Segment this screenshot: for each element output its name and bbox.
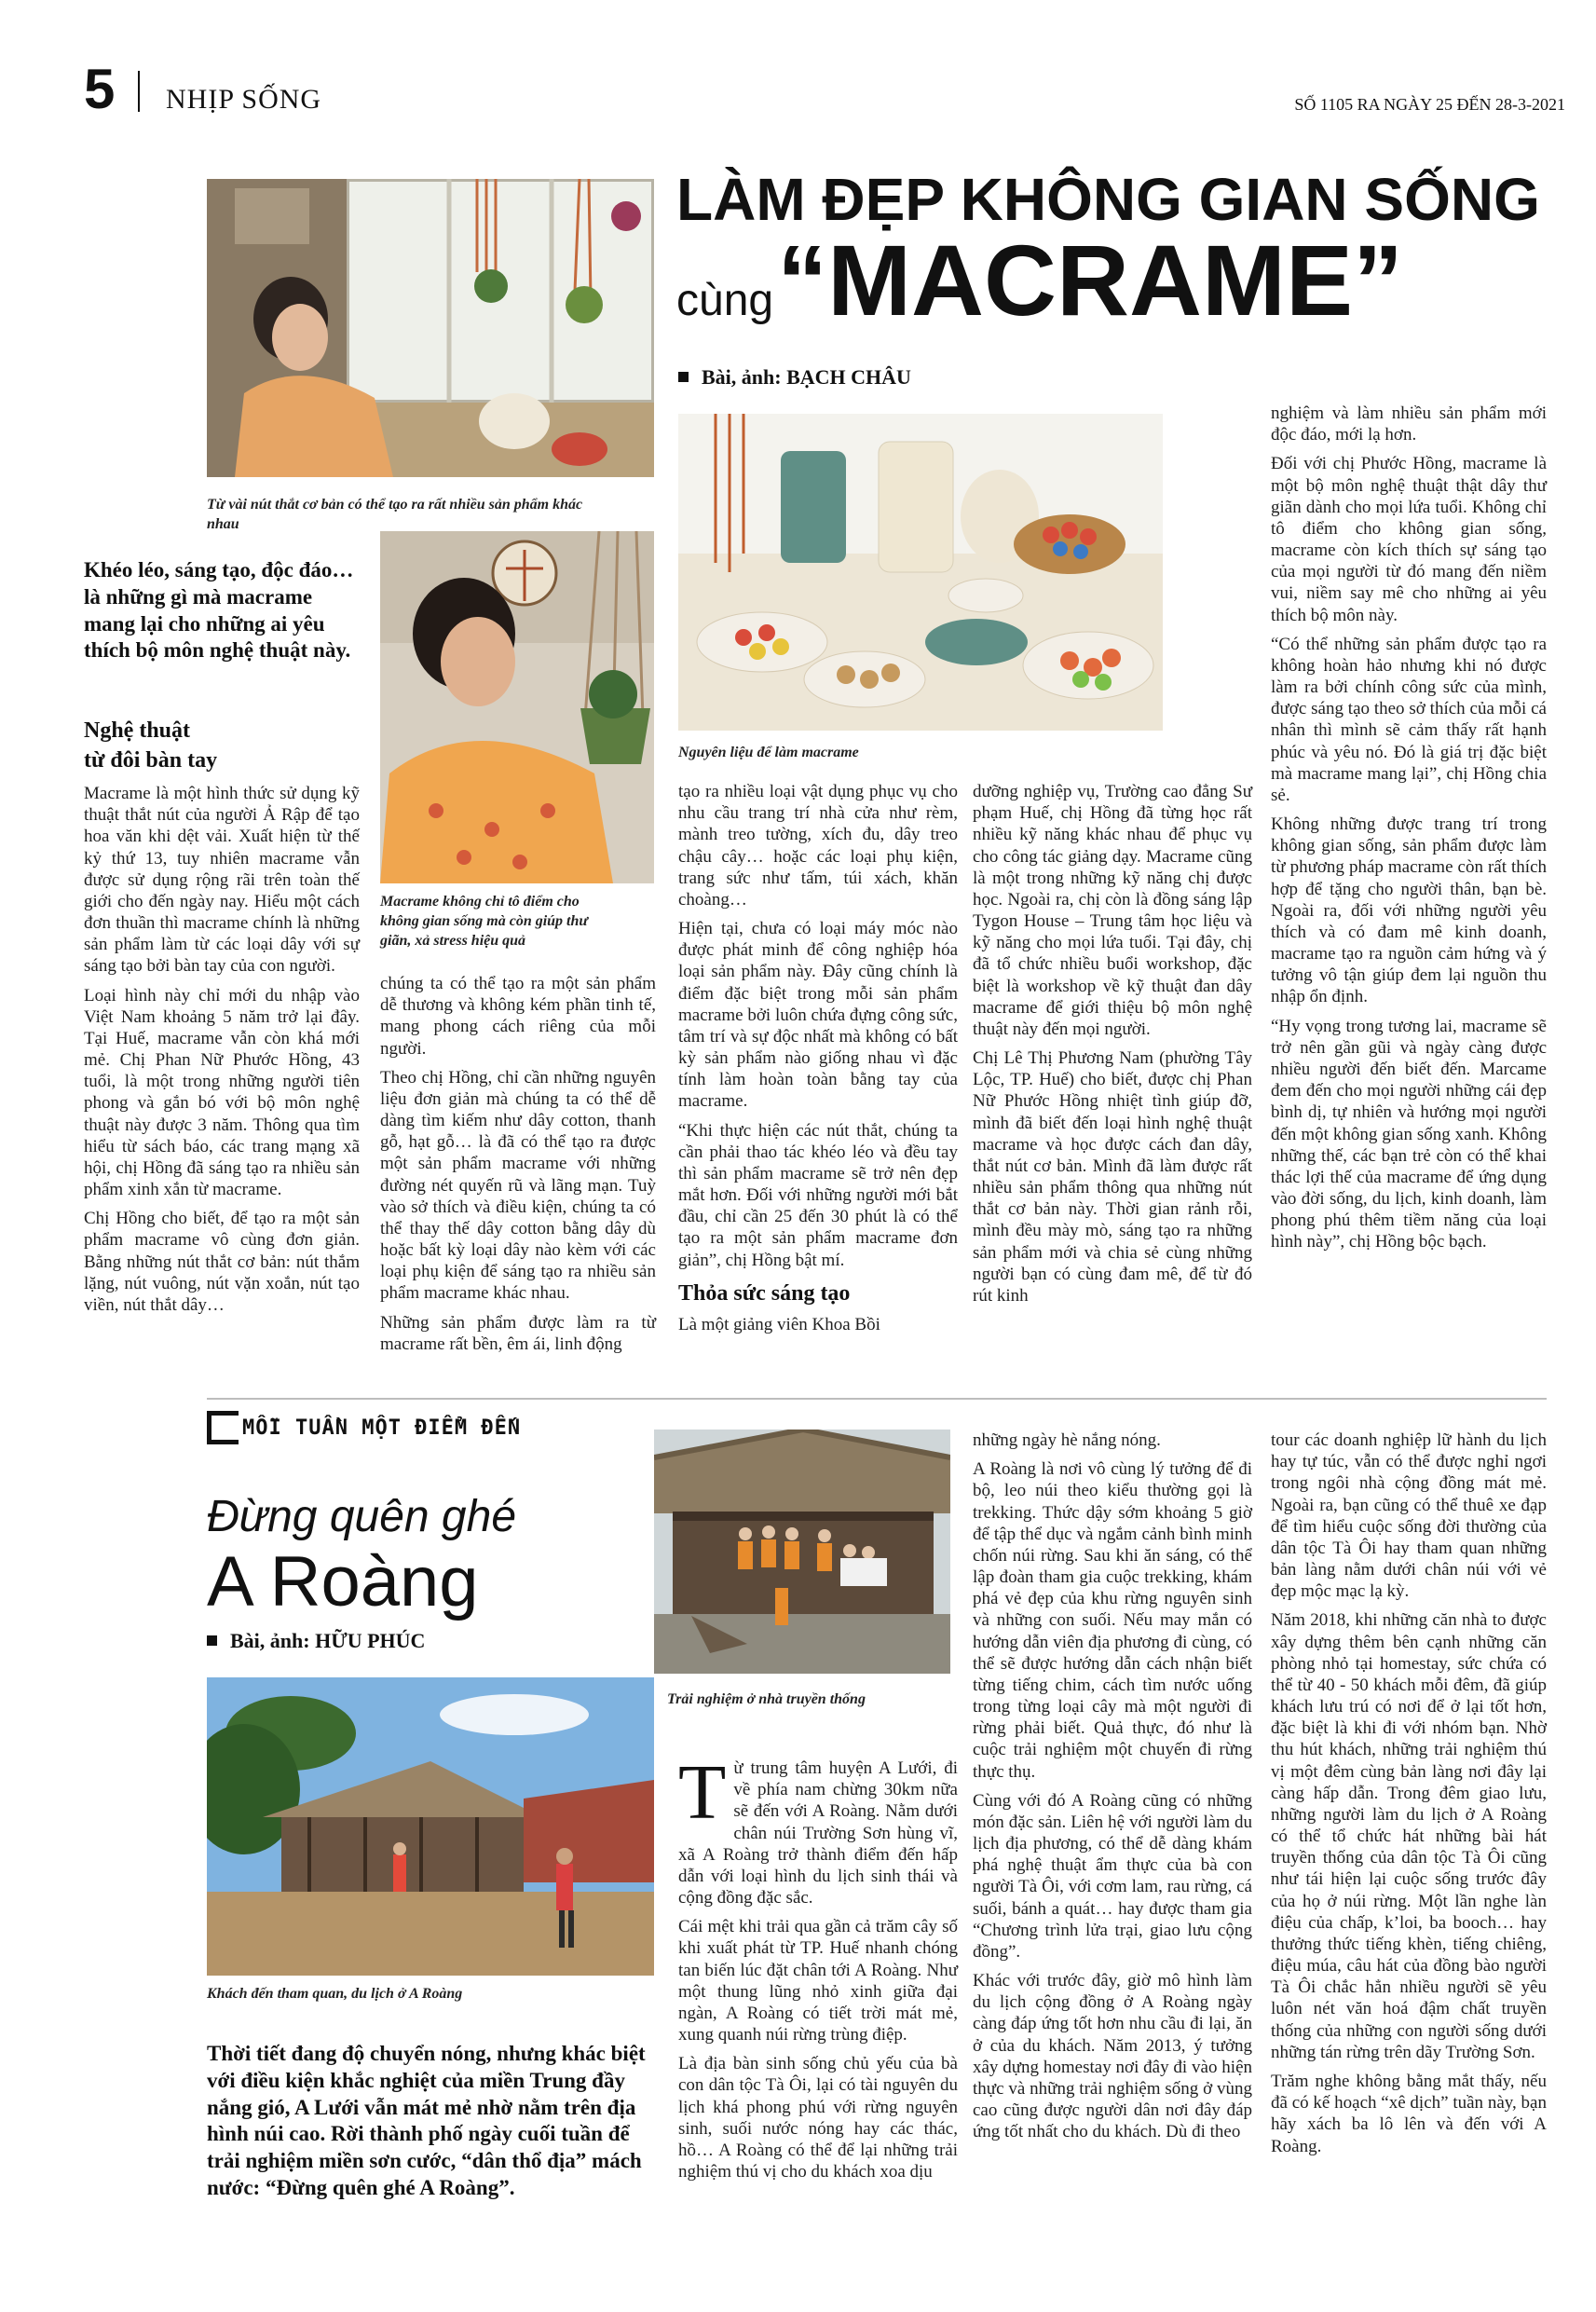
caption-photo-1: Từ vài nút thắt cơ bản có thể tạo ra rất nhiều sản phẩm khác nhau [207, 497, 583, 532]
article2-lead: Thời tiết đang độ chuyển nóng, nhưng khác biệt với điều kiện khắc nghiệt của miền Trung đầy nắng gió, A Lưới vẫn mát mẻ nhờ nằm trên địa hình núi cao. Rời thành phố ngày cuối tuần để trải nghiệm miền sơn cước, “dân thổ địa” mách nước: “Đừng quên ghé A Roàng”. [207, 2042, 646, 2199]
paragraph: Cùng với đó A Roàng cũng có những món đặc sản. Liên hệ với người làm du lịch địa phương, có thể dễ dàng khám phá nghệ thuật ẩm thực của bà con người Tà Ôi, với cơm lam, rau rừng, cá suối, bánh a quát… hay được tham gia “Chương trình lửa trại, giao lưu cộng đồng”. [973, 1790, 1252, 1962]
paragraph: Khác với trước đây, giờ mô hình làm du lịch cộng đồng ở A Roàng ngày càng đáp ứng tốt hơn nhu cầu đi lại, ăn ở của du khách. Năm 2013, ý tưởng xây dựng homestay nơi đây đi vào hiện thực và những trải nghiệm sống ở vùng cao cũng được người dân nơi đây đáp ứng tốt nhất cho du khách. Dù đi theo [973, 1971, 1252, 2142]
paragraph: Trăm nghe không bằng mắt thấy, nếu đã có kế hoạch “xê dịch” tuần này, bạn hãy xách ba lô lên và đến với A Roàng. [1271, 2071, 1547, 2156]
byline-text: Bài, ảnh: BẠCH CHÂU [702, 365, 911, 389]
paragraph: tạo ra nhiều loại vật dụng phục vụ cho nhu cầu trang trí nhà cửa như rèm, mành treo tường, xích đu, dây treo chậu cây… hoặc các loại phụ kiện, trang sức như tấm, túi xách, khăn choàng… [678, 782, 958, 910]
subhead-line-1: Nghệ thuật [84, 718, 191, 743]
byline-square-icon [678, 372, 689, 382]
paragraph: Macrame là một hình thức sử dụng kỹ thuật thắt nút của người Ả Rập để tạo hoa văn khi dệt vải. Xuất hiện từ thế kỷ thứ 13, tuy nhiên macrame vẫn được sử dụng rộng rãi trên toàn thế giới cho đến ngày nay. Hiểu một cách đơn thuần thì macrame chính là những sản phẩm làm từ các loại dây với sự sáng tạo bởi bàn tay của con người. [84, 784, 360, 977]
photo-materials [678, 414, 1163, 731]
macrame-title [676, 166, 1543, 336]
paragraph: Năm 2018, khi những căn nhà to được xây dựng thêm bên cạnh những căn phòng nhỏ tại homestay, sức chứa có thể từ 40 - 50 khách mỗi đêm, đã giúp khách lưu trú có nơi để ở lại tốt hơn, đặc biệt là khi đi với nhóm bạn. Nhờ thu hút khách, những trải nghiệm thú vị một đêm cùng bản làng nơi đây lại càng hấp dẫn. Trong đêm giao lưu, những người làm du lịch ở A Roàng có thể tổ chức hát những bài hát truyền thống của dân tộc Tà Ôi cũng như tái hiện lại cuộc sống trước đây của họ ở núi rừng. Một lần nghe làn điệu của chấp, k’loi, ba booch… hay thưởng thức tiếng khèn, tiếng chiêng, điệu múa, câu hát của đồng bào người Tà Ôi chắc hẳn nhiều người sẽ yêu luôn nét văn hoá đậm chất truyền thống của những con người sống dưới những tán rừng trên dãy Trường Sơn. [1271, 1610, 1547, 2062]
paragraph: nghiệm và làm nhiều sản phẩm mới độc đáo, mới lạ hơn. [1271, 404, 1547, 445]
paragraph: Chị Hồng cho biết, để tạo ra một sản phẩm macrame vô cùng đơn giản. Bằng những nút thắt cơ bản: nút thắm lặng, nút vuông, nút vặn xoắn, nút tạo viền, nút thắt dây… [84, 1209, 360, 1315]
paragraph: Đối với chị Phước Hồng, macrame là một bộ môn nghệ thuật thật dây thư giãn dành cho mọi lứa tuổi. Không chỉ tô điểm cho không gian sống, macrame còn kích thích sự sáng tạo của mọi người từ đó mang đến niềm vui, niềm say mê cho những ai yêu thích bộ môn này. [1271, 454, 1547, 625]
caption-photo-3: Nguyên liệu để làm macrame [678, 745, 859, 760]
paragraph: “Hy vọng trong tương lai, macrame sẽ trở nên gần gũi và ngày càng được nhiều người đến biết đến. Marcame đem đến cho mọi người những cái đẹp bình dị, tự nhiên và hướng mọi người đến một không gian sống xanh. Không những thế, các bạn trẻ còn có thể khai thác lợi thế của macrame để ứng dụng vào đời sống, du lịch, kinh doanh, làm phong phú thêm tiềm năng của loại hình này”, chị Hồng bộc bạch. [1271, 1016, 1547, 1252]
page-header [84, 58, 1565, 121]
caption-photo-2: Macrame không chỉ tô điểm cho không gian sống mà còn giúp thư giãn, xả stress hiệu quả [380, 894, 588, 949]
aroang-title [207, 1491, 654, 1621]
subhead-line-2: từ đôi bàn tay [84, 748, 218, 773]
article1-byline [678, 365, 911, 390]
label-bracket-icon [207, 1411, 239, 1444]
paragraph: A Roàng là nơi vô cùng lý tưởng để đi bộ, leo núi theo kiểu thường gọi là trekking. Thức dậy sớm khoảng 5 giờ để tập thể dục và ngắm cảnh bình minh chốn núi rừng. Sau khi ăn sáng, có thể lập đoàn tham gia cuộc trekking, khám phá vẻ đẹp của khu rừng nguyên sinh và những con suối. Nếu may mắn có hướng dẫn viên địa phương đi cùng, có thể sẽ được hướng dẫn cách nhận biết từng tiếng chim, cách tìm nước uống trong từng loại cây mà một người đi rừng phải biết. Quả thực, đó như là cuộc trải nghiệm một chuyến đi rừng thực thụ. [973, 1459, 1252, 1782]
article2-byline [207, 1629, 425, 1653]
photo-woman-window [207, 179, 654, 477]
title-macrame: “MACRAME” [777, 224, 1404, 336]
article2-column-2 [973, 1430, 1252, 2151]
byline-square-icon [207, 1635, 217, 1646]
paragraph: dưỡng nghiệp vụ, Trường cao đẳng Sư phạm Huế, chị Hồng đã từng học rất nhiều kỹ năng khác nhau để phục vụ cho công tác giảng dạy. Macrame cũng là một trong những kỹ năng chị được học. Ngoài ra, chị còn là đồng sáng lập Tygon House – Trung tâm học liệu và kỹ năng cho mọi lứa tuổi. Tại đây, chị đã tổ chức nhiều buổi workshop, đặc biệt là workshop về kỹ thuật đan dây macrame để giới thiệu bộ môn nghệ thuật này đến mọi người. [973, 782, 1252, 1039]
title-cung: cùng [676, 276, 774, 325]
paragraph: Là địa bàn sinh sống chủ yếu của bà con dân tộc Tà Ôi, lại có tài nguyên du lịch khá phong phú với rừng nguyên sinh, suối nước nóng hay các thác, hồ… A Roàng có thể để lại những trải nghiệm thú vị cho du khách xoa dịu [678, 2054, 958, 2182]
article1-column-3 [678, 781, 958, 1343]
paragraph: tour các doanh nghiệp lữ hành du lịch hay tự túc, vẫn có thể được nghỉ ngơi trong ngôi nhà cộng đồng mát mẻ. Ngoài ra, bạn cũng có thể thuê xe đạp để tìm hiểu cuộc sống đời thường của dân tộc Tà Ôi hay tham quan những bản làng nằm dưới chân núi với vẻ đẹp mộc mạc lạ kỳ. [1271, 1430, 1547, 1602]
paragraph: Chị Lê Thị Phương Nam (phường Tây Lộc, TP. Huế) cho biết, được chị Phan Nữ Phước Hồng nhiệt tình giúp đỡ, mình đã biết đến loại hình nghệ thuật macrame và học được cách đan dây, thắt nút cơ bản. Mình đã làm được rất nhiều sản phẩm thông qua những nút thắt cơ bản này. Thời gian rảnh rỗi, mình đều mày mò, sáng tạo ra những sản phẩm mới và chia sẻ cùng những người bạn có cùng đam mê, để từ đó rút kinh [973, 1048, 1252, 1306]
paragraph: “Có thể những sản phẩm được tạo ra không hoàn hảo nhưng khi nó được làm ra bởi chính công sức của mình, được sáng tạo theo sở thích của mỗi cá nhân thì mình sẽ cảm thấy rất hạnh phúc và yêu nó. Đó là giá trị đặc biệt mà macrame mang lại”, chị Hồng chia sẻ. [1271, 634, 1547, 805]
page-number: 5 [84, 58, 116, 120]
paragraph: Không những được trang trí trong không gian sống, sản phẩm được làm từ phương pháp macrame còn rất thích hợp để tặng cho người thân, bạn bè. Ngoài ra, đối với những người yêu thích và có đam mê kinh doanh, macrame tạo ra nguồn cảm hứng và ý tưởng vô tận giúp đem lại nguồn thu nhập ổn định. [1271, 814, 1547, 1007]
title-line-1: LÀM ĐẸP KHÔNG GIAN SỐNG [676, 166, 1540, 233]
photo-visitors [207, 1677, 654, 1976]
paragraph: những ngày hè nắng nóng. [973, 1430, 1161, 1450]
paragraph: Theo chị Hồng, chỉ cần những nguyên liệu đơn giản mà chúng ta có thể dễ dàng tìm kiếm như dây cotton, thanh gỗ, hạt gỗ… là đã có thể tạo ra được một sản phẩm macrame với những đường nét quyến rũ và lãng mạn. Tuỳ vào sở thích và điều kiện, chúng ta có thể thay thế dây cotton bằng dây dù hoặc bất kỳ loại dây nào kèm với các loại phụ kiện để sáng tạo ra nhiều sản phẩm macrame khác nhau. [380, 1067, 656, 1304]
paragraph: Những sản phẩm được làm ra từ macrame rất bền, êm ái, linh động [380, 1312, 656, 1354]
article1-lead: Khéo léo, sáng tạo, độc đáo… là những gì mà macrame mang lại cho những ai yêu thích bộ môn nghệ thuật này. [84, 558, 354, 663]
title-line-2: A Roàng [207, 1542, 479, 1621]
article1-column-5 [1271, 403, 1547, 1261]
paragraph: Loại hình này chỉ mới du nhập vào Việt Nam khoảng 5 năm trở lại đây. Tại Huế, macrame vẫn còn khá mới mẻ. Chị Phan Nữ Phước Hồng, 43 tuổi, là một trong những người tiên phong và gắn bó với bộ môn nghệ thuật này được 3 năm. Thông qua tìm hiểu từ sách báo, các trang mạng xã hội, chị Hồng đã sáng tạo ra nhiều sản phẩm xinh xắn từ macrame. [84, 985, 360, 1200]
paragraph: Cái mệt khi trải qua gần cả trăm cây số khi xuất phát từ TP. Huế nhanh chóng tan biến lúc đặt chân tới A Roàng. Như một thung lũng nhỏ xinh giữa đại ngàn, A Roàng có tiết trời mát mẻ, xung quanh núi rừng trùng điệp. [678, 1917, 958, 2045]
title-line-1: Đừng quên ghé [207, 1492, 517, 1541]
section-name: NHỊP SỐNG [166, 84, 322, 115]
section-label: MỖI TUẦN MỘT ĐIỂM ĐẾN [242, 1416, 522, 1440]
article1-column-2 [380, 973, 656, 1362]
dropcap: T [678, 1749, 727, 1836]
article1-column-1 [84, 783, 360, 1323]
byline-text: Bài, ảnh: HỮU PHÚC [230, 1629, 426, 1652]
paragraph-with-dropcap [678, 1749, 958, 1908]
article-divider [207, 1398, 1547, 1400]
article2-column-1 [678, 1749, 958, 2190]
photo-woman-plant [380, 531, 654, 883]
paragraph-text: ừ trung tâm huyện A Lưới, đi về phía nam chừng 30km nữa sẽ đến với A Roàng. Nằm dưới chân núi Trường Sơn hùng vĩ, xã A Roàng trở thành điểm đến hấp dẫn với loại hình du lịch sinh thái và cộng đồng đặc sắc. [678, 1758, 958, 1908]
issue-info: SỐ 1105 RA NGÀY 25 ĐẾN 28-3-2021 [1294, 95, 1565, 114]
paragraph: Hiện tại, chưa có loại máy móc nào được phát minh để công nghiệp hóa loại sản phẩm này. Đây cũng chính là điểm đặc biệt trong mỗi sản phẩm macrame bởi luôn chứa đựng công sức, tâm trí và sự độc nhất mà không có bất kỳ sản phẩm nào giống nhau vì đặc tính làm hoàn toàn bằng tay của macrame. [678, 919, 958, 1112]
subhead-thoa-suc: Thỏa sức sáng tạo [678, 1280, 851, 1306]
caption-photo-4: Trải nghiệm ở nhà truyền thống [667, 1691, 866, 1707]
header-divider [138, 71, 140, 112]
paragraph: Là một giảng viên Khoa Bồi [678, 1315, 880, 1335]
paragraph: “Khi thực hiện các nút thắt, chúng ta cần phải thao tác khéo léo và đều tay thì sản phẩm macrame sẽ trở nên đẹp mắt hơn. Đối với những người mới bắt đầu, chỉ cần 25 đến 30 phút là có thể tạo ra một sản phẩm macrame đơn giản”, chị Hồng bật mí. [678, 1120, 958, 1270]
article1-column-4 [973, 781, 1252, 1314]
article2-column-3 [1271, 1430, 1547, 2165]
subhead-nghe-thuat [84, 716, 363, 776]
photo-traditional-house [654, 1430, 950, 1674]
paragraph: chúng ta có thể tạo ra một sản phẩm dễ thương và không kém phần tinh tế, mang phong cách riêng của mỗi người. [380, 974, 656, 1059]
caption-photo-5: Khách đến tham quan, du lịch ở A Roàng [207, 1986, 463, 2002]
